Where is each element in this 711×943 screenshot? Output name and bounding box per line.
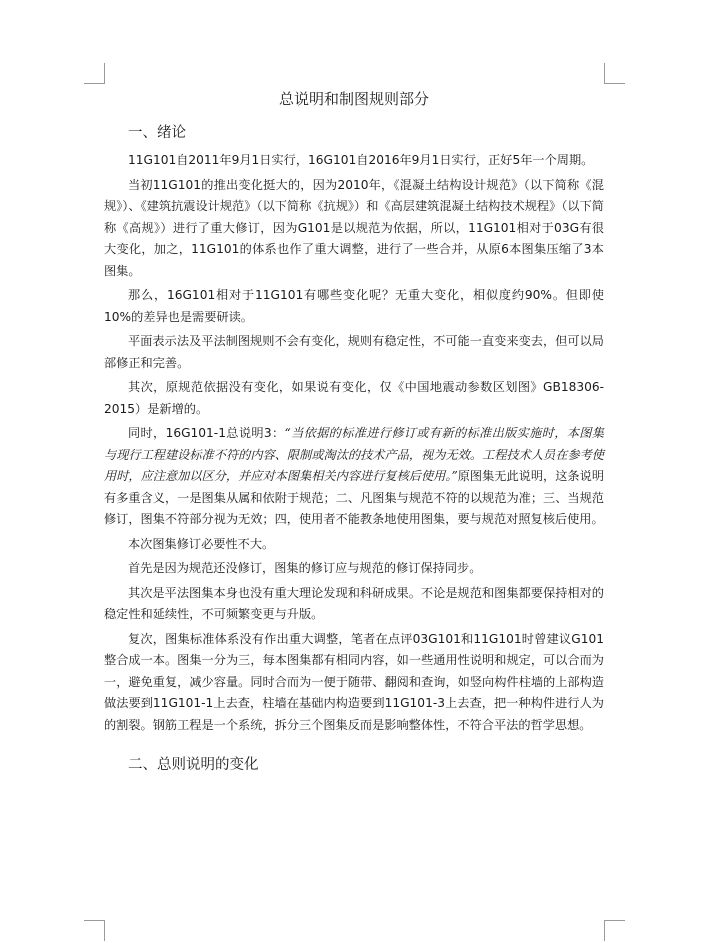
crop-mark-bottom-right xyxy=(604,920,625,941)
paragraph-11g101-background: 当初11G101的推出变化挺大的，因为2010年，《混凝土结构设计规范》（以下简称《混规》）、《建筑抗震设计规范》（以下简称《抗规》）和《高层建筑混凝土结构技术规程》（以下简称《高规》）进行了重大修订，因为G101是以规范为依据，所以，11G101相对于03G有很大变化，加之，11G101的体系也作了重大调整，进行了一些合并，从原6本图集压缩了3本图集。 xyxy=(104,177,604,278)
note-quote: “当依据的标准进行修订或有新的标准出版实施时，本图集与现行工程建设标准不符的内容、限制或淘汰的技术产品，视为无效。工程技术人员在参考使用时，应注意加以区分，并应对本图集相关内容进行复核后使用。” xyxy=(104,426,604,483)
paragraph-first-reason: 首先是因为规范还没修订，图集的修订应与规范的修订保持同步。 xyxy=(128,561,482,575)
paragraph-cycle: 11G101自2011年9月1日实行，16G101自2016年9月1日实行，正好5年一个周期。 xyxy=(128,153,594,167)
paragraph-16g101-changes: 那么，16G101相对于11G101有哪些变化呢？无重大变化，相似度约90%。但即使10%的差异也是需要研读。 xyxy=(104,288,604,324)
section-heading-general-notes: 二、总则说明的变化 xyxy=(128,757,259,773)
crop-mark-bottom-left xyxy=(84,920,105,941)
document-body xyxy=(104,88,604,782)
document-title: 总说明和制图规则部分 xyxy=(278,90,429,108)
paragraph-second-reason: 其次是平法图集本身也没有重大理论发现和科研成果。不论是规范和图集都要保持相对的稳定性和延续性，不可频繁变更与升版。 xyxy=(104,585,604,621)
crop-mark-top-left xyxy=(84,63,105,84)
note-intro: 同时，16G101-1总说明3： xyxy=(128,426,285,440)
paragraph-code-basis: 其次，原规范依据没有变化，如果说有变化，仅《中国地震动参数区划图》GB18306-2015）是新增的。 xyxy=(104,380,604,416)
paragraph-rules-stable: 平面表示法及平法制图规则不会有变化，规则有稳定性，不可能一直变来变去，但可以局部修正和完善。 xyxy=(104,334,604,370)
paragraph-general-note-3 xyxy=(104,423,604,531)
section-heading-intro: 一、绪论 xyxy=(128,125,186,141)
crop-mark-top-right xyxy=(604,63,625,84)
paragraph-third-reason: 复次，图集标准体系没有作出重大调整，笔者在点评03G101和11G101时曾建议G101整合成一本。图集一分为三，每本图集都有相同内容，如一些通用性说明和规定，可以合而为一，避免重复，减少容量。同时合而为一便于随带、翻阅和查询，如竖向构件柱墙的上部构造做法要到11G101-1上去查，柱墙在基础内构造要到11G101-3上去查，把一种构件进行人为的割裂。钢筋工程是一个系统，拆分三个图集反而是影响整体性，不符合平法的哲学思想。 xyxy=(104,631,604,732)
note-explanation: 原图集无此说明，这条说明有多重含义，一是图集从属和依附于规范；二、凡图集与规范不符的以规范为准；三、当规范修订，图集不符部分视为无效；四，使用者不能教条地使用图集，要与规范对照复核后使用。 xyxy=(104,469,605,526)
paragraph-revision-necessity: 本次图集修订必要性不大。 xyxy=(128,536,275,551)
